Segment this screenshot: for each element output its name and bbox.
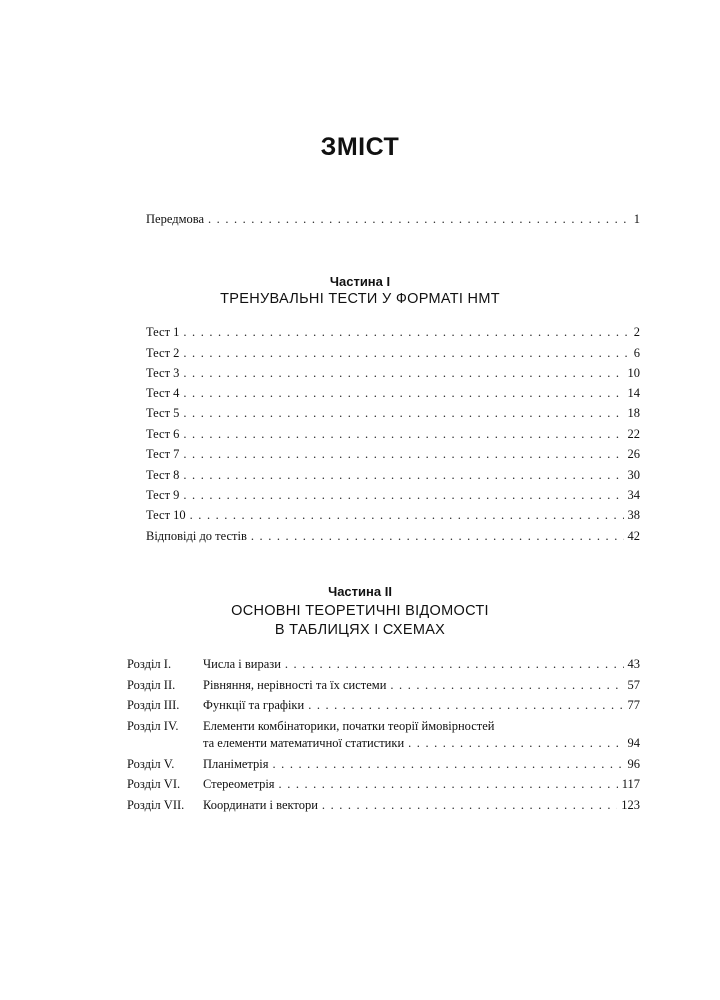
leader-dots xyxy=(183,405,623,421)
leader-dots xyxy=(285,656,624,672)
leader-dots xyxy=(183,345,629,361)
section-title: Функції та графіки xyxy=(203,698,305,712)
toc-entry-page: 10 xyxy=(627,366,640,380)
section-title: Планіметрія xyxy=(203,757,269,771)
part2-title-line1: ОСНОВНІ ТЕОРЕТИЧНІ ВІДОМОСТІ xyxy=(231,603,489,619)
section-number: Розділ V. xyxy=(127,757,175,771)
toc-entry-page: 1 xyxy=(633,212,640,226)
toc-entry[interactable] xyxy=(146,507,640,523)
toc-section-entry[interactable] xyxy=(203,756,640,772)
part2-number: Частина ІІ xyxy=(328,584,392,599)
toc-entry[interactable] xyxy=(146,405,640,421)
leader-dots xyxy=(208,211,630,227)
section-number: Розділ VII. xyxy=(127,798,185,812)
section-page: 94 xyxy=(627,736,640,750)
toc-section-entry[interactable] xyxy=(203,677,640,693)
leader-dots xyxy=(390,677,623,693)
toc-entry-page: 14 xyxy=(627,386,640,400)
section-page: 96 xyxy=(627,757,640,771)
toc-entry-label: Тест 3 xyxy=(146,366,180,380)
leader-dots xyxy=(273,756,624,772)
toc-entry-page: 26 xyxy=(627,447,640,461)
leader-dots xyxy=(408,735,623,751)
toc-entry[interactable] xyxy=(146,467,640,483)
section-page: 43 xyxy=(627,657,640,671)
toc-entry[interactable] xyxy=(146,487,640,503)
toc-entry-page: 38 xyxy=(627,508,640,522)
toc-entry-label: Тест 2 xyxy=(146,346,180,360)
toc-entry[interactable] xyxy=(146,446,640,462)
toc-section-entry[interactable] xyxy=(203,656,640,672)
toc-entry-answers[interactable] xyxy=(146,528,640,544)
toc-entry[interactable] xyxy=(146,324,640,340)
toc-entry[interactable] xyxy=(146,365,640,381)
toc-entry-label: Тест 9 xyxy=(146,488,180,502)
toc-entry-page: 2 xyxy=(633,325,640,339)
toc-entry-page: 18 xyxy=(627,406,640,420)
toc-entry[interactable] xyxy=(146,345,640,361)
toc-entry-label: Тест 5 xyxy=(146,406,180,420)
section-page: 57 xyxy=(627,678,640,692)
toc-entry[interactable] xyxy=(146,426,640,442)
toc-entry-page: 30 xyxy=(627,468,640,482)
leader-dots xyxy=(190,507,624,523)
toc-entry-label: Тест 6 xyxy=(146,427,180,441)
toc-section-entry[interactable] xyxy=(203,697,640,713)
section-title: Стереометрія xyxy=(203,777,275,791)
part1-header xyxy=(0,274,720,307)
toc-entry-preface[interactable] xyxy=(146,211,640,227)
toc-entry-label: Тест 7 xyxy=(146,447,180,461)
part2-header xyxy=(0,584,720,640)
leader-dots xyxy=(322,797,617,813)
section-title: Числа і вирази xyxy=(203,657,281,671)
toc-entry-label: Передмова xyxy=(146,212,205,226)
leader-dots xyxy=(251,528,624,544)
section-title: Рівняння, нерівності та їх системи xyxy=(203,678,387,692)
part1-title: ТРЕНУВАЛЬНІ ТЕСТИ У ФОРМАТІ НМТ xyxy=(220,291,500,307)
part2-title-line2: В ТАБЛИЦЯХ І СХЕМАХ xyxy=(274,622,446,638)
toc-entry-page: 22 xyxy=(627,427,640,441)
leader-dots xyxy=(183,467,623,483)
leader-dots xyxy=(183,365,623,381)
leader-dots xyxy=(183,487,623,503)
toc-entry-page: 42 xyxy=(627,529,640,543)
leader-dots xyxy=(279,776,618,792)
section-number: Розділ І. xyxy=(127,657,172,671)
section-number: Розділ ІІ. xyxy=(127,678,176,692)
leader-dots xyxy=(308,697,623,713)
section-page: 123 xyxy=(621,798,640,812)
part1-number: Частина І xyxy=(329,274,391,289)
toc-entry-label: Тест 1 xyxy=(146,325,180,339)
toc-section-entry[interactable] xyxy=(203,776,640,792)
leader-dots xyxy=(183,426,623,442)
section-title: та елементи математичної статистики xyxy=(203,736,405,750)
toc-entry[interactable] xyxy=(146,385,640,401)
leader-dots xyxy=(183,324,629,340)
section-page: 77 xyxy=(627,698,640,712)
section-title: Координати і вектори xyxy=(203,798,318,812)
toc-entry-label: Тест 10 xyxy=(146,508,186,522)
section-title-line1: Елементи комбінаторики, початки теорії ймовірностей xyxy=(203,719,495,733)
toc-entry-page: 34 xyxy=(627,488,640,502)
toc-section-entry[interactable] xyxy=(203,797,640,813)
section-page: 117 xyxy=(621,777,640,791)
page-title: ЗМІСТ xyxy=(320,133,400,161)
toc-entry-label: Тест 4 xyxy=(146,386,180,400)
toc-entry-label: Тест 8 xyxy=(146,468,180,482)
section-number: Розділ VI. xyxy=(127,777,181,791)
toc-entry-page: 6 xyxy=(633,346,640,360)
leader-dots xyxy=(183,446,623,462)
toc-entry-label: Відповіді до тестів xyxy=(146,529,247,543)
leader-dots xyxy=(183,385,623,401)
section-number: Розділ ІІІ. xyxy=(127,698,180,712)
toc-section-entry[interactable] xyxy=(203,735,640,751)
section-number: Розділ IV. xyxy=(127,719,179,733)
